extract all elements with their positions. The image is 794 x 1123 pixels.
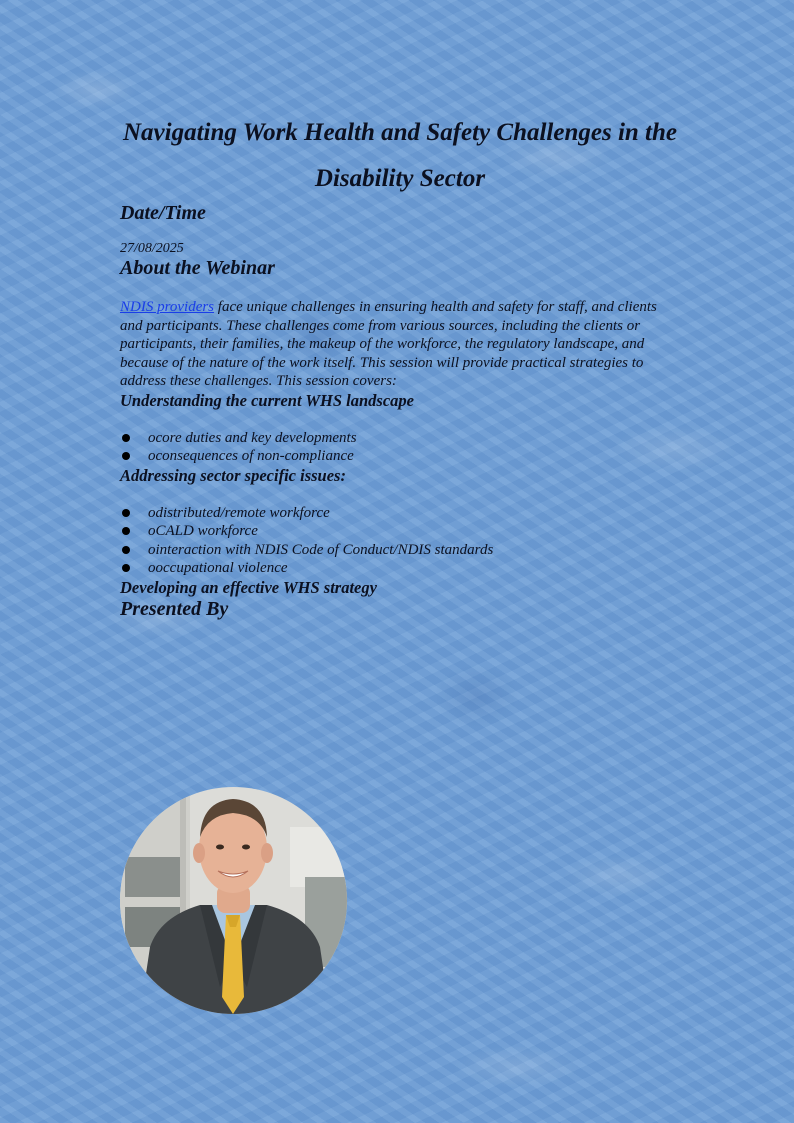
topic-list-sector-issues — [120, 504, 680, 578]
list-item — [120, 447, 680, 466]
topic-heading-sector-issues: Addressing sector specific issues: — [120, 465, 346, 485]
bullet-icon — [122, 564, 130, 572]
bullet-icon — [122, 452, 130, 460]
bullet-icon — [122, 546, 130, 554]
list-item — [120, 522, 680, 541]
topic-heading-strategy: Developing an effective WHS strategy — [120, 577, 377, 597]
list-item-text: ooccupational violence — [148, 560, 288, 576]
list-item — [120, 429, 680, 448]
webinar-page — [120, 110, 680, 621]
page-title: Navigating Work Health and Safety Challenges in the Disability Sector — [123, 119, 677, 192]
about-heading: About the Webinar — [120, 257, 275, 279]
list-item — [120, 559, 680, 578]
ndis-providers-link[interactable]: NDIS providers — [120, 299, 215, 315]
bullet-icon — [122, 509, 130, 517]
list-item — [120, 504, 680, 523]
presented-by-heading: Presented By — [120, 597, 229, 620]
list-item-text: ocore duties and key developments — [148, 429, 357, 446]
list-item-text: oCALD workforce — [148, 523, 258, 539]
presenter-portrait-icon — [120, 787, 347, 1014]
presenter-photo — [120, 787, 347, 1014]
topic-list-landscape — [120, 429, 680, 466]
list-item — [120, 541, 680, 560]
bullet-icon — [122, 434, 130, 442]
about-paragraph — [120, 298, 680, 391]
about-body-text: face unique challenges in ensuring health and safety for staff, and clients and participants. These challenges come from various sources, including the clients or participants, their families, the makeup of the workforce, the regulatory landscape, and because of the nature of the work itself. This session will provide practical strategies to address these challenges. This session covers: — [120, 299, 657, 389]
topic-heading-landscape: Understanding the current WHS landscape — [120, 390, 415, 410]
date-heading: Date/Time — [120, 202, 206, 224]
list-item-text: oconsequences of non-compliance — [148, 448, 354, 464]
list-item-text: odistributed/remote workforce — [148, 504, 330, 521]
list-item-text: ointeraction with NDIS Code of Conduct/NDIS standards — [148, 541, 494, 558]
date-value: 27/08/2025 — [120, 241, 184, 256]
bullet-icon — [122, 527, 130, 535]
